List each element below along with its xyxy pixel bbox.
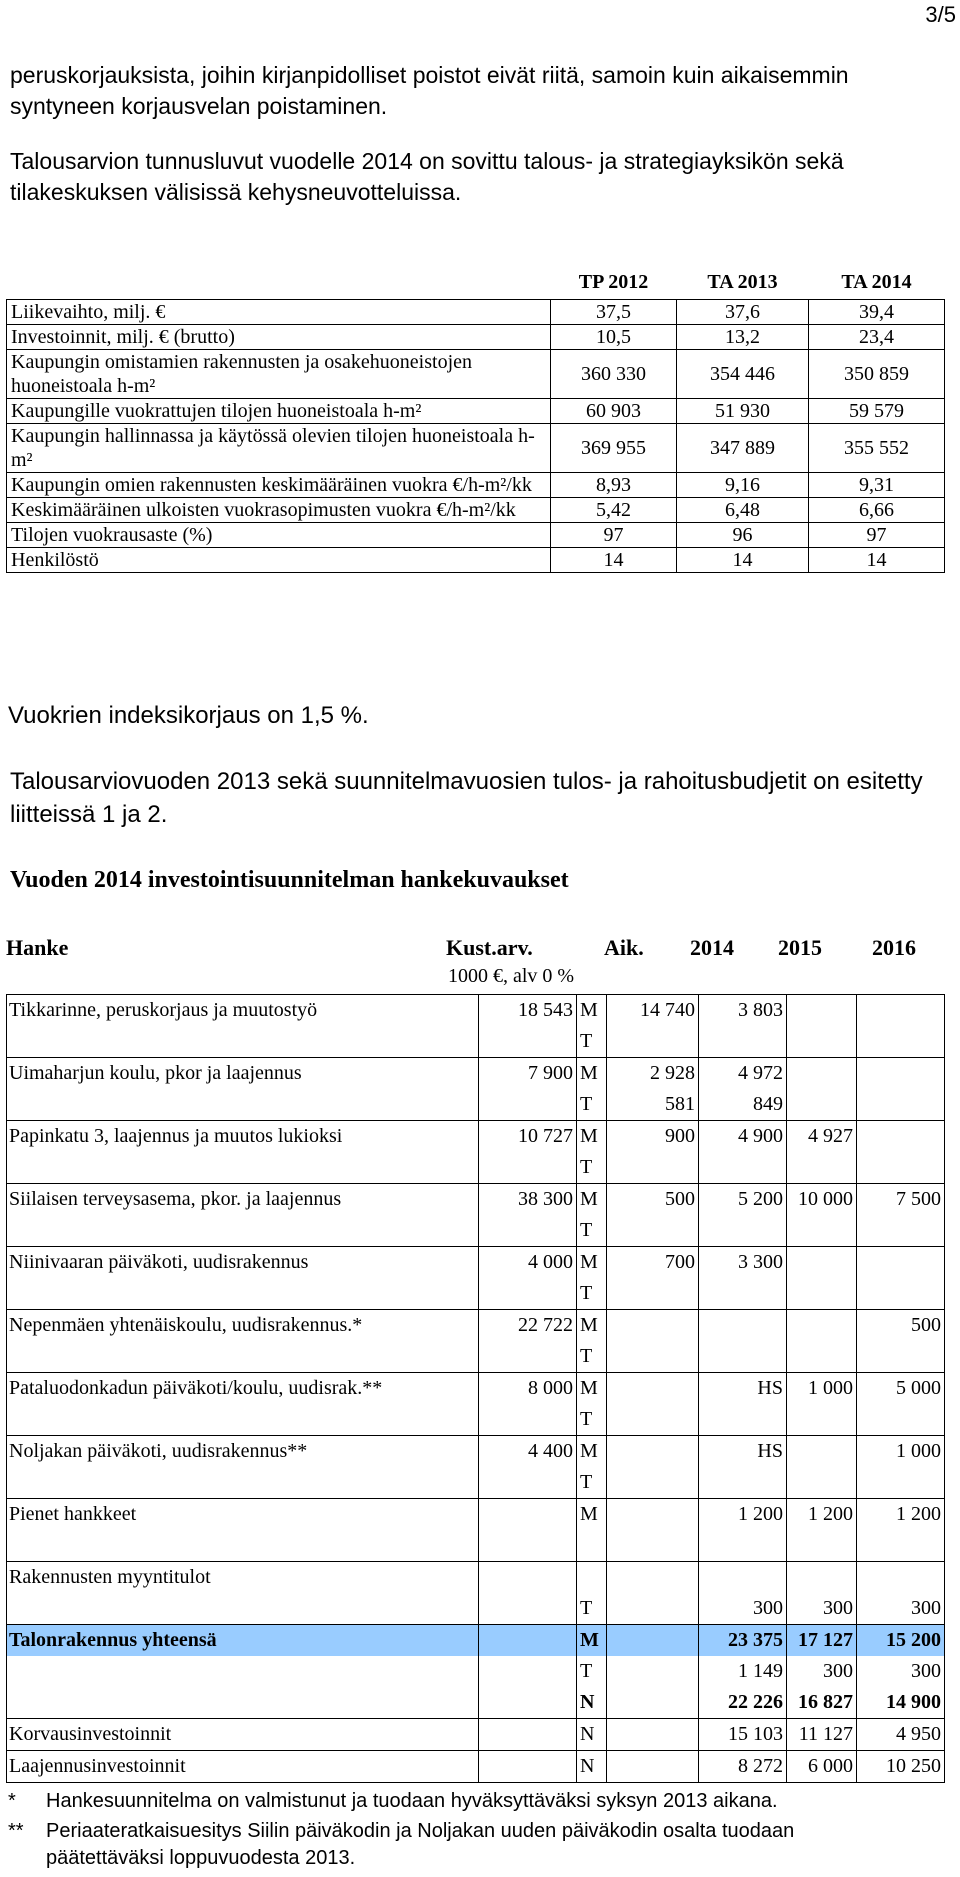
summary-value: 6 000 [787, 1751, 857, 1783]
project-name [7, 1530, 479, 1562]
total-value: 22 226 [699, 1687, 787, 1719]
project-code: M [577, 1184, 607, 1216]
investment-table [6, 994, 945, 1783]
project-value [787, 1436, 857, 1468]
project-name: Rakennusten myyntitulot [7, 1562, 479, 1594]
key-figures-label: Keskimääräinen ulkoisten vuokrasopimusten vuokra €/h-m²/kk [7, 498, 551, 523]
investment-row [7, 1530, 945, 1562]
project-cost [479, 1215, 577, 1247]
project-value [699, 1310, 787, 1342]
project-code: M [577, 995, 607, 1027]
project-value [699, 1278, 787, 1310]
investment-row [7, 1436, 945, 1468]
project-value [857, 1467, 945, 1499]
project-value: 300 [699, 1593, 787, 1625]
footnote-text: Hankesuunnitelma on valmistunut ja tuodaan hyväksyttäväksi syksyn 2013 aikana. [46, 1790, 778, 1812]
project-value: 1 200 [787, 1499, 857, 1531]
budget-attachment-paragraph: Talousarviovuoden 2013 sekä suunnitelmavuosien tulos- ja rahoitusbudjetit on esitetty liitteissä 1 ja 2. [10, 768, 923, 828]
project-code: M [577, 1247, 607, 1279]
col-header-schedule: Aik. [604, 935, 644, 960]
key-figures-value: 354 446 [677, 350, 809, 399]
footnote-1 [8, 1788, 948, 1815]
total-code: T [577, 1656, 607, 1687]
total-row [7, 1656, 945, 1687]
project-code: M [577, 1436, 607, 1468]
project-value [699, 1404, 787, 1436]
key-figures-label: Kaupungille vuokrattujen tilojen huoneistoala h-m² [7, 399, 551, 424]
project-cost: 22 722 [479, 1310, 577, 1342]
key-figures-value: 6,48 [677, 498, 809, 523]
summary-code: N [577, 1719, 607, 1751]
total-code: M [577, 1625, 607, 1657]
project-code [577, 1530, 607, 1562]
key-figures-value: 37,5 [551, 300, 677, 325]
total-value: 1 149 [699, 1656, 787, 1687]
key-figures-table [6, 265, 945, 573]
total-name [7, 1687, 479, 1719]
project-cost [479, 1593, 577, 1625]
project-value [787, 1152, 857, 1184]
project-value [699, 1562, 787, 1594]
project-cost [479, 1404, 577, 1436]
key-figures-value: 9,16 [677, 473, 809, 498]
project-value: 1 200 [857, 1499, 945, 1531]
col-header-2015: 2015 [778, 935, 822, 960]
project-code: M [577, 1121, 607, 1153]
project-value [607, 1278, 699, 1310]
total-cost [479, 1625, 577, 1657]
project-name [7, 1404, 479, 1436]
footnote-2 [8, 1818, 908, 1872]
key-figures-row [7, 424, 945, 473]
project-value [787, 1026, 857, 1058]
key-figures-label: Kaupungin hallinnassa ja käytössä olevien tilojen huoneistoala h-m² [7, 424, 551, 473]
summary-cost [479, 1751, 577, 1783]
project-cost [479, 1152, 577, 1184]
col-header-project: Hanke [6, 935, 69, 960]
key-figures-value: 97 [809, 523, 945, 548]
footnote-mark: * [8, 1790, 16, 1812]
project-name [7, 1593, 479, 1625]
summary-value [607, 1719, 699, 1751]
total-name: Talonrakennus yhteensä [7, 1625, 479, 1657]
project-value [607, 1404, 699, 1436]
project-name: Papinkatu 3, laajennus ja muutos lukioksi [7, 1121, 479, 1153]
project-value: HS [699, 1373, 787, 1405]
project-name [7, 1215, 479, 1247]
key-figures-value: 6,66 [809, 498, 945, 523]
project-code: T [577, 1341, 607, 1373]
total-cost [479, 1656, 577, 1687]
project-value: 14 740 [607, 995, 699, 1027]
investment-row [7, 1058, 945, 1090]
project-code: T [577, 1152, 607, 1184]
total-value [607, 1687, 699, 1719]
project-value [699, 1341, 787, 1373]
project-cost [479, 1499, 577, 1531]
key-figures-header: TA 2014 [841, 271, 912, 293]
project-name: Pienet hankkeet [7, 1499, 479, 1531]
col-header-2014: 2014 [690, 935, 734, 960]
key-figures-value: 37,6 [677, 300, 809, 325]
investment-row [7, 1247, 945, 1279]
investment-row [7, 1026, 945, 1058]
project-cost [479, 1530, 577, 1562]
key-figures-value: 350 859 [809, 350, 945, 399]
project-value [607, 1026, 699, 1058]
project-value [607, 1467, 699, 1499]
project-code: M [577, 1373, 607, 1405]
key-figures-value: 5,42 [551, 498, 677, 523]
index-adjustment-note: Vuokrien indeksikorjaus on 1,5 %. [8, 702, 369, 729]
key-figures-value: 39,4 [809, 300, 945, 325]
investment-row [7, 1121, 945, 1153]
project-cost [479, 1341, 577, 1373]
key-figures-value: 60 903 [551, 399, 677, 424]
project-code: T [577, 1593, 607, 1625]
key-figures-value: 9,31 [809, 473, 945, 498]
summary-value: 10 250 [857, 1751, 945, 1783]
project-value [857, 1562, 945, 1594]
project-value [607, 1215, 699, 1247]
key-figures-label: Liikevaihto, milj. € [7, 300, 551, 325]
project-value [857, 1152, 945, 1184]
project-value: 4 927 [787, 1121, 857, 1153]
project-value: 849 [699, 1089, 787, 1121]
project-value [607, 1436, 699, 1468]
summary-value: 4 950 [857, 1719, 945, 1751]
key-figures-value: 360 330 [551, 350, 677, 399]
project-value [699, 1215, 787, 1247]
project-value: 2 928 [607, 1058, 699, 1090]
key-figures-paragraph: Talousarvion tunnusluvut vuodelle 2014 on sovittu talous- ja strategiayksikön sekä tilakeskuksen välisissä kehysneuvotteluissa. [10, 148, 844, 205]
project-cost: 4 400 [479, 1436, 577, 1468]
key-figures-header: TP 2012 [578, 271, 649, 293]
summary-value: 8 272 [699, 1751, 787, 1783]
total-value: 17 127 [787, 1625, 857, 1657]
project-cost: 4 000 [479, 1247, 577, 1279]
project-code: T [577, 1278, 607, 1310]
key-figures-row [7, 473, 945, 498]
key-figures-value: 59 579 [809, 399, 945, 424]
project-code: T [577, 1404, 607, 1436]
key-figures-value: 23,4 [809, 325, 945, 350]
project-name: Pataluodonkadun päiväkoti/koulu, uudisrak.** [7, 1373, 479, 1405]
investment-row [7, 1215, 945, 1247]
investment-plan-heading: Vuoden 2014 investointisuunnitelman hankekuvaukset [10, 867, 569, 893]
total-name [7, 1656, 479, 1687]
key-figures-value: 14 [677, 548, 809, 573]
project-name [7, 1026, 479, 1058]
project-value [857, 1530, 945, 1562]
project-cost [479, 1026, 577, 1058]
total-value: 15 200 [857, 1625, 945, 1657]
key-figures-value: 14 [551, 548, 677, 573]
project-value [787, 1310, 857, 1342]
key-figures-value: 97 [551, 523, 677, 548]
project-value: 5 000 [857, 1373, 945, 1405]
project-value [787, 995, 857, 1027]
project-value [699, 1026, 787, 1058]
total-value [607, 1625, 699, 1657]
key-figures-label: Tilojen vuokrausaste (%) [7, 523, 551, 548]
summary-value [607, 1751, 699, 1783]
key-figures-value: 8,93 [551, 473, 677, 498]
key-figures-value: 355 552 [809, 424, 945, 473]
project-value [857, 1247, 945, 1279]
project-value [787, 1562, 857, 1594]
project-cost [479, 1467, 577, 1499]
total-value: 23 375 [699, 1625, 787, 1657]
summary-value: 15 103 [699, 1719, 787, 1751]
summary-cost [479, 1719, 577, 1751]
project-cost [479, 1562, 577, 1594]
investment-row [7, 1593, 945, 1625]
col-header-2016: 2016 [872, 935, 916, 960]
key-figures-row [7, 325, 945, 350]
page-number: 3/5 [925, 2, 956, 27]
footnote-text: Periaateratkaisuesitys Siilin päiväkodin ja Noljakan uuden päiväkodin osalta tuodaan päätettäväksi loppuvuodesta 2013. [46, 1820, 795, 1869]
project-value [787, 1089, 857, 1121]
project-value [857, 1026, 945, 1058]
project-code [577, 1562, 607, 1594]
project-value [607, 1310, 699, 1342]
project-value: 300 [857, 1593, 945, 1625]
footnote-mark: ** [8, 1820, 24, 1842]
project-name [7, 1467, 479, 1499]
project-name [7, 1278, 479, 1310]
project-name [7, 1341, 479, 1373]
project-name: Uimaharjun koulu, pkor ja laajennus [7, 1058, 479, 1090]
project-value [699, 1467, 787, 1499]
total-value: 16 827 [787, 1687, 857, 1719]
project-name: Niinivaaran päiväkoti, uudisrakennus [7, 1247, 479, 1279]
investment-row [7, 1089, 945, 1121]
project-cost: 10 727 [479, 1121, 577, 1153]
project-value [787, 1530, 857, 1562]
key-figures-value: 51 930 [677, 399, 809, 424]
project-cost: 7 900 [479, 1058, 577, 1090]
project-value: 900 [607, 1121, 699, 1153]
project-value [857, 1121, 945, 1153]
project-value: HS [699, 1436, 787, 1468]
key-figures-label: Kaupungin omistamien rakennusten ja osakehuoneistojen huoneistoala h-m² [7, 350, 551, 399]
total-value: 300 [857, 1656, 945, 1687]
project-value [857, 1278, 945, 1310]
intro-paragraph: peruskorjauksista, joihin kirjanpidolliset poistot eivät riitä, samoin kuin aikaisemmin syntyneen korjausvelan poistaminen. [10, 62, 849, 119]
project-code: T [577, 1089, 607, 1121]
project-value [699, 1530, 787, 1562]
project-value: 7 500 [857, 1184, 945, 1216]
project-value: 3 300 [699, 1247, 787, 1279]
investment-row [7, 1341, 945, 1373]
project-value [607, 1593, 699, 1625]
project-value [787, 1247, 857, 1279]
investment-row [7, 1562, 945, 1594]
project-cost [479, 1278, 577, 1310]
col-header-cost: Kust.arv. [446, 935, 533, 960]
key-figures-value: 347 889 [677, 424, 809, 473]
key-figures-row [7, 498, 945, 523]
project-code: M [577, 1499, 607, 1531]
project-value [857, 1089, 945, 1121]
total-value [607, 1656, 699, 1687]
project-value [607, 1152, 699, 1184]
project-code: T [577, 1467, 607, 1499]
investment-row [7, 1152, 945, 1184]
key-figures-value: 10,5 [551, 325, 677, 350]
key-figures-row [7, 523, 945, 548]
project-value [857, 1058, 945, 1090]
summary-row [7, 1751, 945, 1783]
project-value [607, 1562, 699, 1594]
summary-value: 11 127 [787, 1719, 857, 1751]
key-figures-header-row [7, 265, 945, 300]
project-value: 10 000 [787, 1184, 857, 1216]
summary-code: N [577, 1751, 607, 1783]
project-code: T [577, 1026, 607, 1058]
project-value: 1 000 [787, 1373, 857, 1405]
project-name [7, 1152, 479, 1184]
key-figures-value: 13,2 [677, 325, 809, 350]
investment-row [7, 1467, 945, 1499]
project-value: 1 200 [699, 1499, 787, 1531]
project-code: M [577, 1310, 607, 1342]
project-name: Tikkarinne, peruskorjaus ja muutostyö [7, 995, 479, 1027]
project-value [787, 1215, 857, 1247]
key-figures-label: Kaupungin omien rakennusten keskimääräinen vuokra €/h-m²/kk [7, 473, 551, 498]
investment-row [7, 1278, 945, 1310]
project-name: Noljakan päiväkoti, uudisrakennus** [7, 1436, 479, 1468]
total-value: 14 900 [857, 1687, 945, 1719]
total-code: N [577, 1687, 607, 1719]
project-value [607, 1373, 699, 1405]
key-figures-label: Henkilöstö [7, 548, 551, 573]
project-value: 3 803 [699, 995, 787, 1027]
investment-row [7, 1373, 945, 1405]
key-figures-value: 14 [809, 548, 945, 573]
unit-note: 1000 €, alv 0 % [448, 965, 575, 987]
key-figures-row [7, 300, 945, 325]
key-figures-corner [7, 265, 551, 300]
project-value [857, 1215, 945, 1247]
project-name: Nepenmäen yhtenäiskoulu, uudisrakennus.* [7, 1310, 479, 1342]
project-value [787, 1341, 857, 1373]
summary-row [7, 1719, 945, 1751]
project-cost: 38 300 [479, 1184, 577, 1216]
project-name [7, 1089, 479, 1121]
project-value [699, 1152, 787, 1184]
project-value [787, 1278, 857, 1310]
project-value: 4 972 [699, 1058, 787, 1090]
key-figures-value: 369 955 [551, 424, 677, 473]
project-value [607, 1530, 699, 1562]
project-value [607, 1499, 699, 1531]
project-value: 500 [607, 1184, 699, 1216]
investment-row [7, 1404, 945, 1436]
total-cost [479, 1687, 577, 1719]
key-figures-row [7, 548, 945, 573]
project-code: M [577, 1058, 607, 1090]
project-value: 700 [607, 1247, 699, 1279]
project-value [787, 1404, 857, 1436]
project-value [857, 1341, 945, 1373]
investment-row [7, 1310, 945, 1342]
investment-row [7, 1184, 945, 1216]
key-figures-row [7, 350, 945, 399]
project-value: 500 [857, 1310, 945, 1342]
key-figures-value: 96 [677, 523, 809, 548]
project-cost: 8 000 [479, 1373, 577, 1405]
project-value [787, 1058, 857, 1090]
project-value: 581 [607, 1089, 699, 1121]
project-cost [479, 1089, 577, 1121]
total-row [7, 1687, 945, 1719]
project-value [857, 1404, 945, 1436]
key-figures-header: TA 2013 [707, 271, 778, 293]
summary-name: Korvausinvestoinnit [7, 1719, 479, 1751]
project-cost: 18 543 [479, 995, 577, 1027]
key-figures-row [7, 399, 945, 424]
project-value: 5 200 [699, 1184, 787, 1216]
total-value: 300 [787, 1656, 857, 1687]
project-value [607, 1341, 699, 1373]
project-value [787, 1467, 857, 1499]
project-code: T [577, 1215, 607, 1247]
project-value: 1 000 [857, 1436, 945, 1468]
project-value: 300 [787, 1593, 857, 1625]
summary-name: Laajennusinvestoinnit [7, 1751, 479, 1783]
project-name: Siilaisen terveysasema, pkor. ja laajennus [7, 1184, 479, 1216]
investment-row [7, 1499, 945, 1531]
total-row [7, 1625, 945, 1657]
project-value: 4 900 [699, 1121, 787, 1153]
project-value [857, 995, 945, 1027]
key-figures-label: Investoinnit, milj. € (brutto) [7, 325, 551, 350]
investment-row [7, 995, 945, 1027]
